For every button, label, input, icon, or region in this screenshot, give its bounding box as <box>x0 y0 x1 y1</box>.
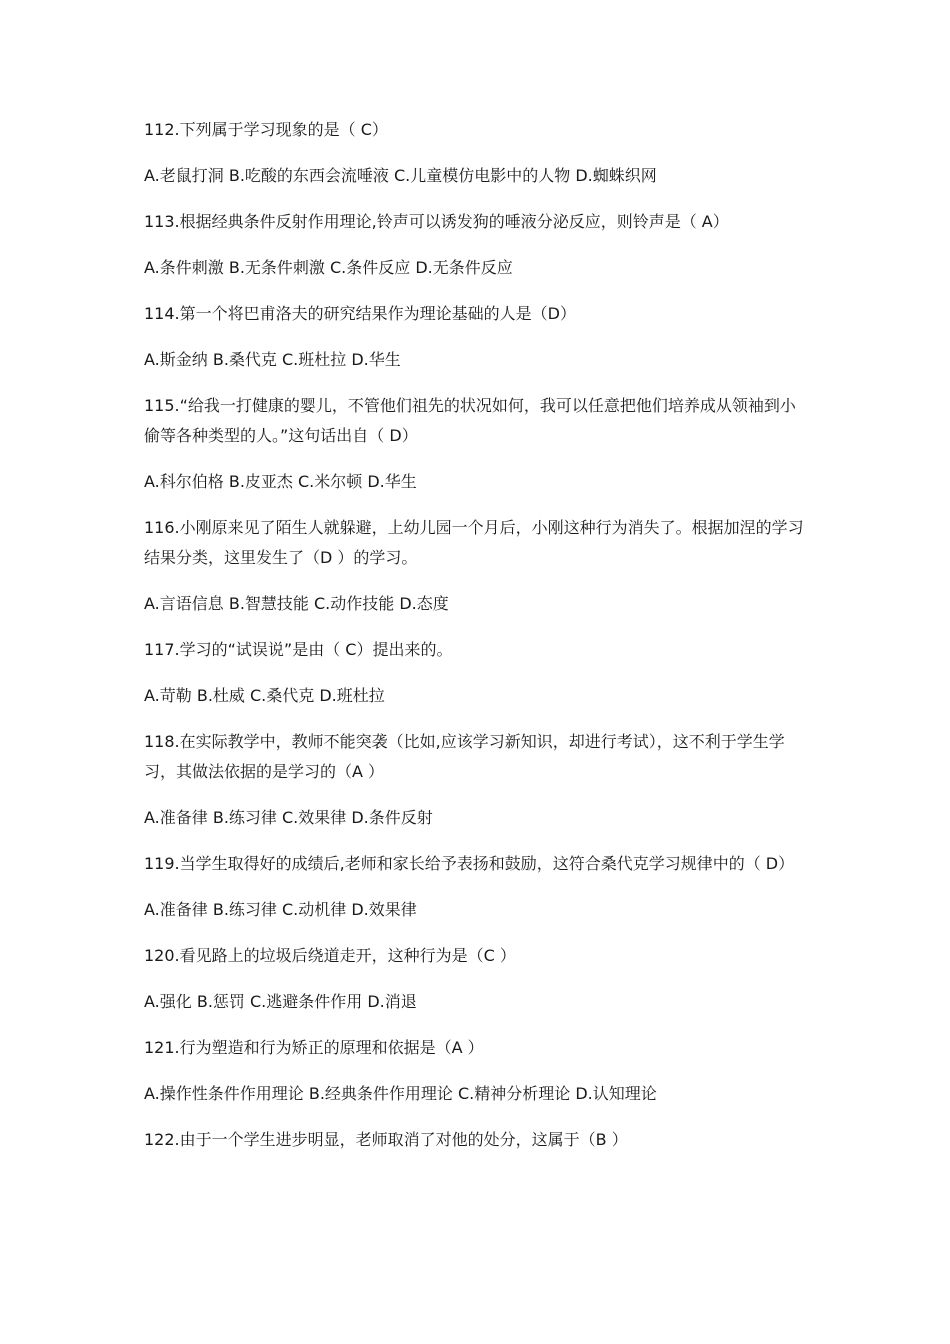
question-text: 121.行为塑造和行为矫正的原理和依据是（A ） <box>144 1038 484 1057</box>
answer-options: A.准备律 B.练习律 C.动机律 D.效果律 <box>144 900 417 919</box>
answer-options: A.老鼠打洞 B.吃酸的东西会流唾液 C.儿童模仿电影中的人物 D.蜘蛛织网 <box>144 166 657 185</box>
question-text: 114.第一个将巴甫洛夫的研究结果作为理论基础的人是（D） <box>144 304 576 323</box>
question-text: 112.下列属于学习现象的是（ C） <box>144 120 388 139</box>
answer-options: A.斯金纳 B.桑代克 C.班杜拉 D.华生 <box>144 350 401 369</box>
question-text: 120.看见路上的垃圾后绕道走开，这种行为是（C ） <box>144 946 516 965</box>
question-text: 115.“给我一打健康的婴儿，不管他们祖先的状况如何，我可以任意把他们培养成从领袖到小偷等各种类型的人。”这句话出自（ D） <box>144 396 796 445</box>
question-item-122 <box>144 1125 809 1155</box>
question-item-121 <box>144 1033 809 1109</box>
question-text: 113.根据经典条件反射作用理论,铃声可以诱发狗的唾液分泌反应，则铃声是（ A） <box>144 212 729 231</box>
question-item-117 <box>144 635 809 711</box>
question-text: 119.当学生取得好的成绩后,老师和家长给予表扬和鼓励，这符合桑代克学习规律中的（ D） <box>144 854 795 873</box>
question-item-118 <box>144 727 809 833</box>
question-item-115 <box>144 391 809 497</box>
question-item-114 <box>144 299 809 375</box>
answer-options: A.科尔伯格 B.皮亚杰 C.米尔顿 D.华生 <box>144 472 417 491</box>
answer-options: A.强化 B.惩罚 C.逃避条件作用 D.消退 <box>144 992 417 1011</box>
question-item-113 <box>144 207 809 283</box>
question-item-112 <box>144 115 809 191</box>
question-text: 117.学习的“试误说”是由（ C）提出来的。 <box>144 640 453 659</box>
question-text: 116.小刚原来见了陌生人就躲避，上幼儿园一个月后，小刚这种行为消失了。根据加涅的学习结果分类，这里发生了（D ）的学习。 <box>144 518 804 567</box>
question-item-120 <box>144 941 809 1017</box>
answer-options: A.言语信息 B.智慧技能 C.动作技能 D.态度 <box>144 594 449 613</box>
question-item-116 <box>144 513 809 619</box>
question-list <box>144 115 809 1171</box>
question-text: 122.由于一个学生进步明显，老师取消了对他的处分，这属于（B ） <box>144 1130 628 1149</box>
question-item-119 <box>144 849 809 925</box>
answer-options: A.操作性条件作用理论 B.经典条件作用理论 C.精神分析理论 D.认知理论 <box>144 1084 657 1103</box>
question-text: 118.在实际教学中，教师不能突袭（比如,应该学习新知识，却进行考试），这不利于学生学习，其做法依据的是学习的（A ） <box>144 732 785 781</box>
answer-options: A.条件刺激 B.无条件刺激 C.条件反应 D.无条件反应 <box>144 258 513 277</box>
answer-options: A.准备律 B.练习律 C.效果律 D.条件反射 <box>144 808 433 827</box>
answer-options: A.苛勒 B.杜威 C.桑代克 D.班杜拉 <box>144 686 385 705</box>
